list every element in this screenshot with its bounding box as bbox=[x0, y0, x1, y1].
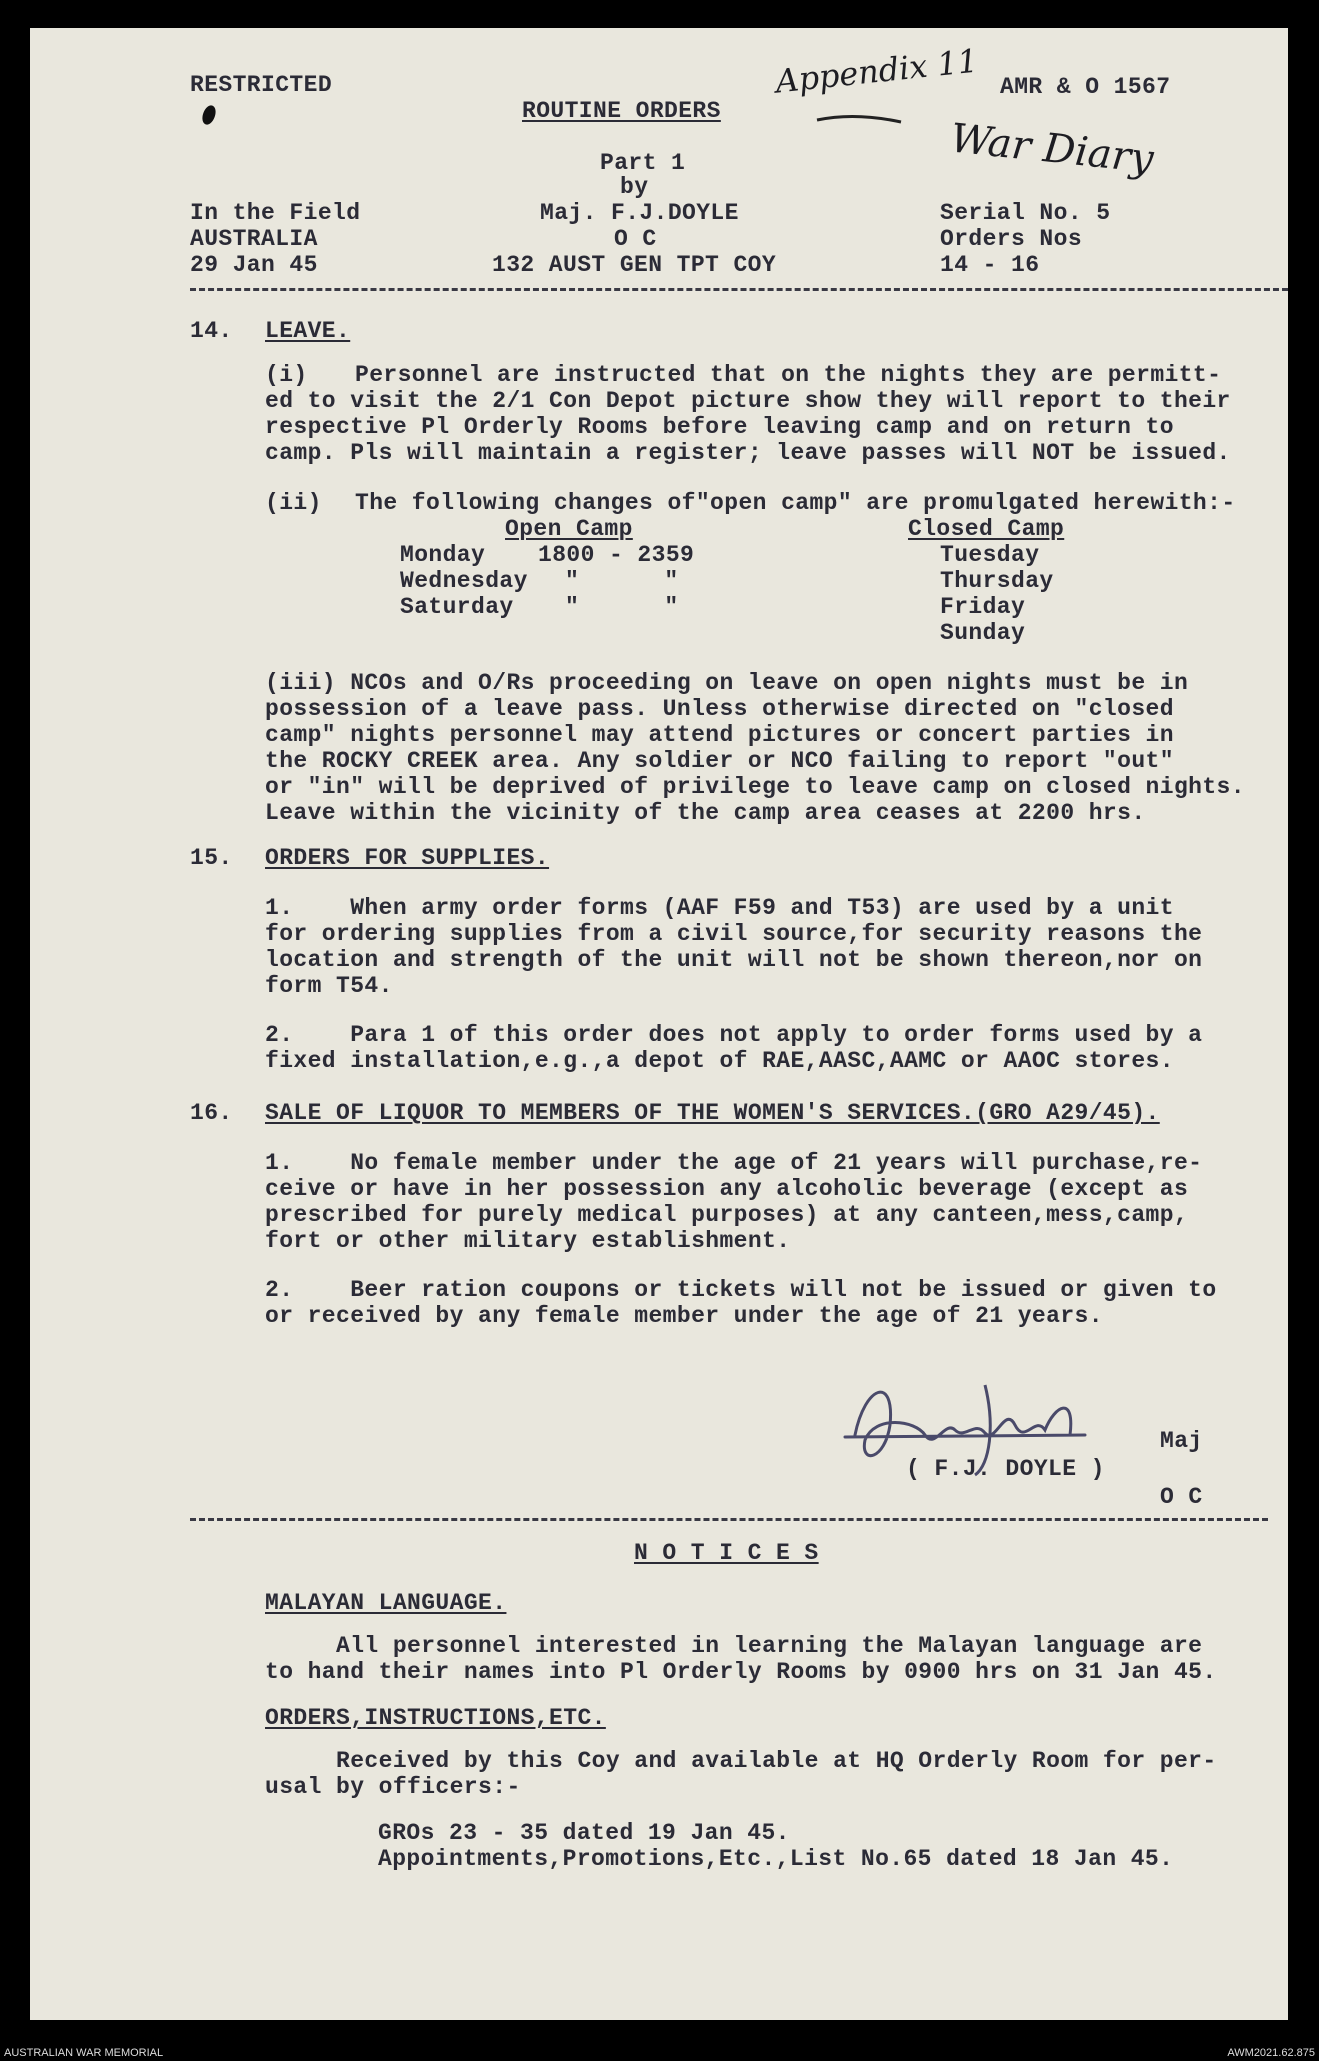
open-time: " " bbox=[565, 594, 679, 620]
handwritten-appendix: Appendix 11 bbox=[773, 41, 980, 101]
closed-camp-heading: Closed Camp bbox=[908, 516, 1065, 542]
order-15-para-2 bbox=[265, 1022, 1202, 1074]
text-line: (iii) NCOs and O/Rs proceeding on leave on open nights must be in bbox=[265, 670, 1189, 696]
closed-day: Sunday bbox=[940, 620, 1026, 646]
text-line: for ordering supplies from a civil source,for security reasons the bbox=[265, 921, 1203, 947]
location-line-1: In the Field bbox=[190, 200, 361, 226]
received-orders-list bbox=[378, 1820, 1173, 1872]
restricted-label: RESTRICTED bbox=[190, 72, 333, 98]
text-line: All personnel interested in learning the Malayan language are bbox=[265, 1633, 1203, 1659]
order-14-i-label: (i) bbox=[265, 362, 308, 388]
order-14-title: LEAVE. bbox=[265, 318, 351, 344]
text-line: usal by officers:- bbox=[265, 1774, 521, 1800]
list-item: Appointments,Promotions,Etc.,List No.65 dated 18 Jan 45. bbox=[378, 1846, 1174, 1872]
order-16-para-2 bbox=[265, 1277, 1217, 1329]
handwritten-war-diary: War Diary bbox=[948, 115, 1156, 183]
orders-nos-range: 14 - 16 bbox=[940, 252, 1040, 278]
closed-day: Tuesday bbox=[940, 542, 1040, 568]
open-day: Saturday bbox=[400, 594, 514, 620]
footer-institution: AUSTRALIAN WAR MEMORIAL bbox=[4, 2047, 164, 2059]
text-line: the ROCKY CREEK area. Any soldier or NCO failing to report "out" bbox=[265, 748, 1174, 774]
text-line: 2. Beer ration coupons or tickets will not be issued or given to bbox=[265, 1277, 1217, 1303]
text-line: location and strength of the unit will not be shown thereon,nor on bbox=[265, 947, 1203, 973]
document-date: 29 Jan 45 bbox=[190, 252, 318, 278]
signatory-rank: Maj bbox=[1160, 1428, 1203, 1454]
order-14-iii-text bbox=[265, 670, 1245, 826]
open-time: 1800 - 2359 bbox=[538, 542, 695, 568]
text-line: Leave within the vicinity of the camp area ceases at 2200 hrs. bbox=[265, 800, 1146, 826]
order-15-para-1 bbox=[265, 895, 1202, 999]
text-line: 2. Para 1 of this order does not apply to order forms used by a bbox=[265, 1022, 1203, 1048]
closed-day: Friday bbox=[940, 594, 1026, 620]
text-line: to hand their names into Pl Orderly Rooms by 0900 hrs on 31 Jan 45. bbox=[265, 1659, 1217, 1685]
text-line: prescribed for purely medical purposes) at any canteen,mess,camp, bbox=[265, 1202, 1189, 1228]
text-line: Received by this Coy and available at HQ Orderly Room for per- bbox=[265, 1748, 1217, 1774]
text-line: respective Pl Orderly Rooms before leaving camp and on return to bbox=[265, 414, 1174, 440]
footer-accession-number: AWM2021.62.875 bbox=[1227, 2047, 1315, 2059]
orders-nos-label: Orders Nos bbox=[940, 226, 1083, 252]
officer-name: Maj. F.J.DOYLE bbox=[540, 200, 739, 226]
text-line: ed to visit the 2/1 Con Depot picture show they will report to their bbox=[265, 388, 1231, 414]
order-14-ii-text: The following changes of"open camp" are promulgated herewith:- bbox=[355, 490, 1236, 516]
part-label: Part 1 bbox=[600, 150, 686, 176]
order-15-number: 15. bbox=[190, 845, 233, 871]
open-day: Monday bbox=[400, 542, 486, 568]
header-divider bbox=[190, 288, 1288, 291]
text-line: 1. No female member under the age of 21 years will purchase,re- bbox=[265, 1150, 1203, 1176]
order-16-title: SALE OF LIQUOR TO MEMBERS OF THE WOMEN'S SERVICES.(GRO A29/45). bbox=[265, 1100, 1160, 1126]
by-label: by bbox=[620, 174, 649, 200]
text-line: form T54. bbox=[265, 973, 393, 999]
unit-name: 132 AUST GEN TPT COY bbox=[492, 252, 777, 278]
malayan-language-title: MALAYAN LANGUAGE. bbox=[265, 1590, 507, 1616]
handwritten-stroke bbox=[815, 110, 905, 130]
order-14-i-text bbox=[265, 362, 1231, 466]
reference-number: AMR & O 1567 bbox=[1000, 74, 1171, 100]
text-line: or received by any female member under the age of 21 years. bbox=[265, 1303, 1103, 1329]
text-line: camp. Pls will maintain a register; leave passes will NOT be issued. bbox=[265, 440, 1231, 466]
open-camp-heading: Open Camp bbox=[505, 516, 633, 542]
order-14-ii-label: (ii) bbox=[265, 490, 322, 516]
text-line: ceive or have in her possession any alcoholic beverage (except as bbox=[265, 1176, 1189, 1202]
text-line: camp" nights personnel may attend pictures or concert parties in bbox=[265, 722, 1174, 748]
text-line: fixed installation,e.g.,a depot of RAE,AASC,AAMC or AAOC stores. bbox=[265, 1048, 1174, 1074]
location-line-2: AUSTRALIA bbox=[190, 226, 318, 252]
open-time: " " bbox=[565, 568, 679, 594]
signatory-appointment: O C bbox=[1160, 1484, 1203, 1510]
document-title: ROUTINE ORDERS bbox=[522, 98, 721, 124]
text-line: or "in" will be deprived of privilege to leave camp on closed nights. bbox=[265, 774, 1245, 800]
orders-instructions-title: ORDERS,INSTRUCTIONS,ETC. bbox=[265, 1705, 606, 1731]
order-16-para-1 bbox=[265, 1150, 1202, 1254]
order-14-number: 14. bbox=[190, 318, 233, 344]
order-15-title: ORDERS FOR SUPPLIES. bbox=[265, 845, 550, 871]
text-line: fort or other military establishment. bbox=[265, 1228, 791, 1254]
text-line: Personnel are instructed that on the nights they are permitt- bbox=[355, 362, 1222, 388]
signatory-name: ( F.J. DOYLE ) bbox=[906, 1456, 1105, 1482]
notices-heading: N O T I C E S bbox=[634, 1540, 819, 1566]
open-day: Wednesday bbox=[400, 568, 528, 594]
closed-day: Thursday bbox=[940, 568, 1054, 594]
list-item: GROs 23 - 35 dated 19 Jan 45. bbox=[378, 1820, 790, 1846]
text-line: 1. When army order forms (AAF F59 and T53) are used by a unit bbox=[265, 895, 1174, 921]
malayan-language-text bbox=[265, 1633, 1217, 1685]
serial-number: Serial No. 5 bbox=[940, 200, 1111, 226]
orders-instructions-text bbox=[265, 1748, 1217, 1800]
text-line: possession of a leave pass. Unless otherwise directed on "closed bbox=[265, 696, 1174, 722]
notices-divider bbox=[190, 1518, 1268, 1521]
order-16-number: 16. bbox=[190, 1100, 233, 1126]
officer-appointment: O C bbox=[614, 226, 657, 252]
